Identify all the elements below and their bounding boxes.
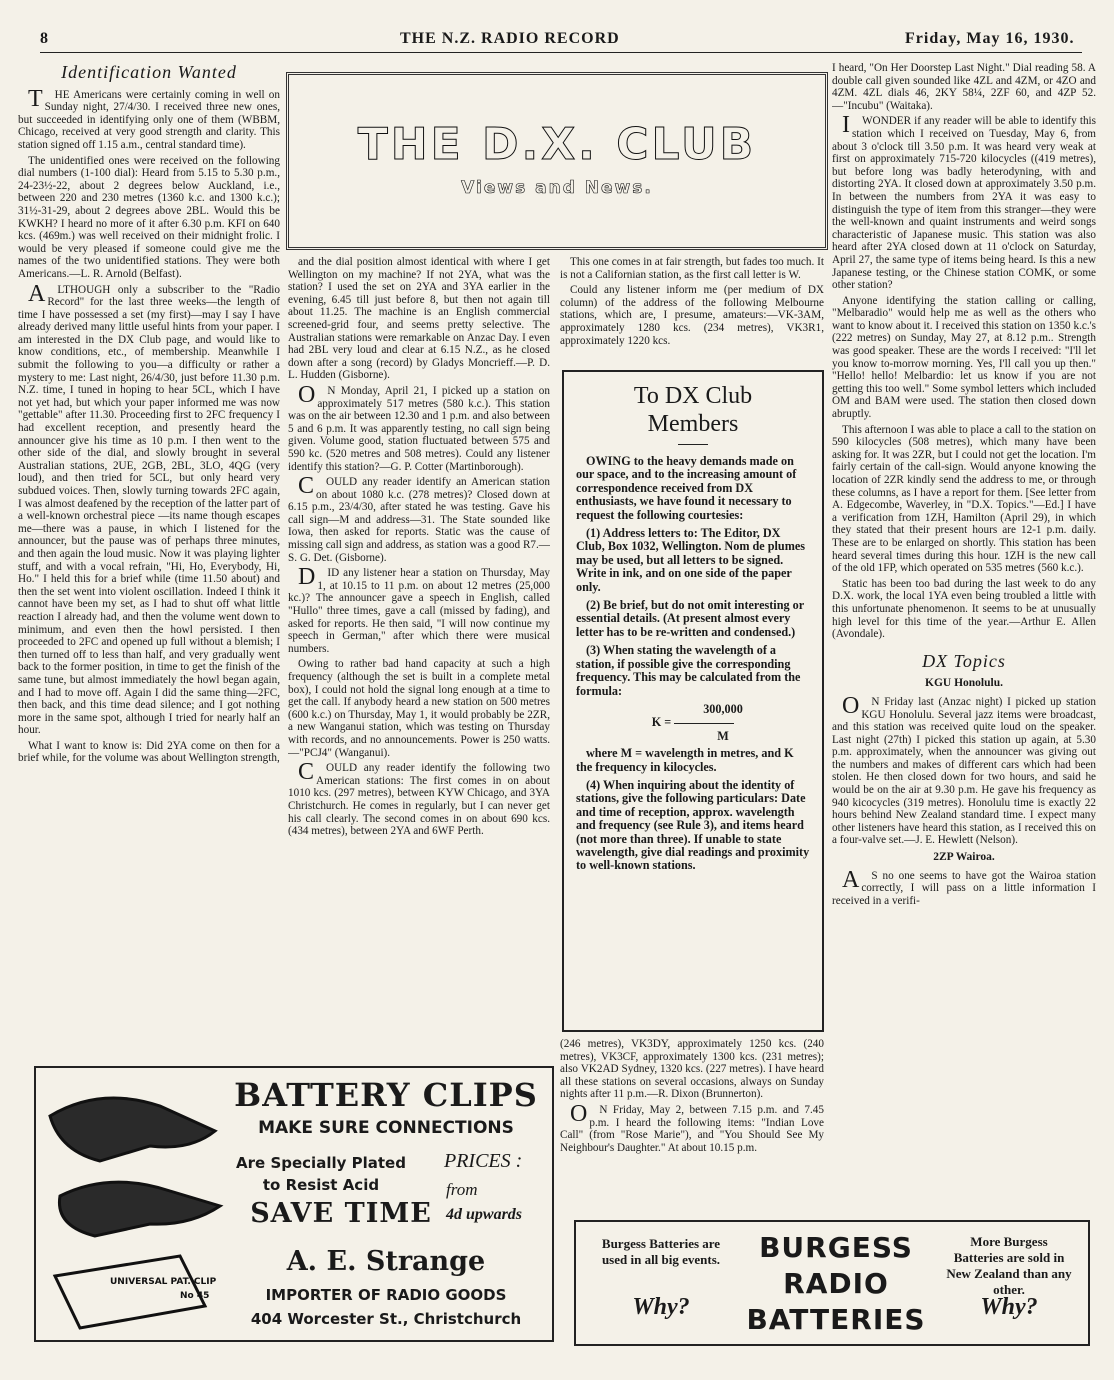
notice-paragraph: where M = wavelength in metres, and K the frequency in kilocycles. [576,746,794,774]
burgess-right-text: More Burgess Batteries are sold in New Zealand than any other. [946,1234,1072,1297]
letter-paragraph: ON Friday last (Anzac night) I picked up station KGU Honolulu. Several jazz items were broadcast, and this station was received quite loud on the speaker. Last night (27th) I picked this station up again, at 5.30 p.m. approximately, when the announcer was giving out the numbers and makes of different cars which had been stolen. He then closed down for two hours, and said he would be on the air at 9.30 p.m. He gave his frequency as 940 kicocycles (319 metres). Honolulu time is exactly 22 hours behind New Zealand standard time. I expect many other listeners have heard this station, as I received this on a four-valve set.—J. E. Hewlett (Nelson). [832,692,1096,847]
formula-denominator: M [717,728,729,743]
letter-paragraph: I heard, "On Her Doorstep Last Night." Dial reading 58. A double call given sounded like 4ZL and 4ZM, or 4ZO and 4ZM. 4ZL dials 46, 2KY 58¼, 2ZF 60, and 4ZP 52.—"Incubu" (Waitaka). [832,62,1096,112]
ad-importer: IMPORTER OF RADIO GOODS [265,1286,507,1304]
notice-rule-3: (3) When stating the wavelength of a station, if possible give the corresponding frequency. This may be calculated from the formula: [576,643,801,698]
ad-acid-text: to Resist Acid [262,1176,380,1194]
ad-address: 404 Worcester St., Christchurch [250,1310,522,1328]
banner-subtitle: Views and News. [461,178,653,198]
formula-k: K = [651,715,672,730]
letter-paragraph: This afternoon I was able to place a call to the station on 590 kilocycles (508 metres), which many have been asking for. It was 2ZR, but I could not get the location. I'm fairly certain of the call-sign. Would anyone knowing the location of 2ZR kindly send the address to me, or through these columns, as I have a report for them. [See letter from A. Edgecombe, Waverley, in "D.X. Topics."—Ed.] I have a verification from 1ZH, Hamilton (April 29), in which they stated that their present hours are 12-1 p.m. daily. These are to be enlarged on shortly. This station has been heard several times during this hour. 1ZH is the new call of the old 1FP, which operated on 535 metres (560 k.c.). [832,423,1096,575]
burgess-batteries-advertisement [574,1220,1090,1346]
notice-title: To DX Club [633,383,753,409]
formula-bar [674,723,734,724]
ad-save-time: SAVE TIME [250,1198,432,1229]
topic-subheading: 2ZP Wairoa. [933,851,995,864]
brand-line-2: RADIO [783,1267,889,1300]
letter-paragraph: The unidentified ones were received on the following dial numbers (1-100 dial): Heard from 5.15 to 5.30 p.m., 24-23½-22, about 2 degrees below Auckland, i.e., between 220 and 230 metres (1360 k.c. and 1300 k.c.); 31½-31-29, about 2 degrees above 2BL. Would this be KWKH? I heard no more of it after 6.30 p.m. KFI on 640 kcs. (469m.) was well received on their midnight frolic. I would be very pleased if someone could give me the names of the two unidentified stations. They were both Americans.—L. R. Arnold (Belfast). [18,154,280,280]
burgess-left-why: Why? [632,1294,690,1320]
ad-prices-label: PRICES : [444,1150,523,1172]
letter-paragraph: COULD any reader identify an American station on about 1080 k.c. (278 metres)? Closed down at 6.15 p.m., 23/4/30, after stated he was testing. Gave his call sign—M and address—31. The State sounded like Iowa, then asked for reports. Static was the cause of missing call sign and address, as station was a good R7.—S. G. Det. (Gisborne). [288,473,550,564]
letter-paragraph: What I want to know is: Did 2YA come on then for a brief while, for the volume was about Wellington strength, [18,739,280,765]
topic-subheading: KGU Honolulu. [925,677,1003,690]
dx-club-members-notice [562,370,824,1032]
brand-line-1: BURGESS [759,1231,913,1264]
ad-tagline: MAKE SURE CONNECTIONS [258,1118,514,1138]
letter-paragraph: Owing to rather bad hand capacity at such a high frequency (although the set is built in a complete metal box), I could not hold the signal long enough at a time to get the call. If anybody heard a new station on 500 metres (600 k.c.) on Thursday, May 1, it would probably be 2ZR, a new Wanganui station, which was testing on Thursday with records, and no announcements. Power is 250 watts.—"PCJ4" (Wanganui). [288,658,550,759]
brand-line-3: BATTERIES [746,1303,926,1336]
letter-paragraph: (246 metres), VK3DY, approximately 1250 kcs. (240 metres), VK3CF, approximately 1300 kcs. (231 metres); also VK2AD Sydney, 1320 kcs. (227 metres). I have heard all these stations on several occasions, always on Sunday nights after 11 p.m.—R. Dixon (Brunnerton). [560,1038,824,1101]
burgess-brand [736,1230,936,1338]
column-letters-3-top [560,256,824,364]
letter-paragraph: DID any listener hear a station on Thursday, May 1, at 10.15 to 11 p.m. on about 12 metres (25,000 kc.)? The announcer gave a speech in English, called "Hullo" three times, gave a call (missed by fading), and asked for reports. He then said, "I will now continue my speech in German," after which there were musical numbers. [288,564,550,655]
letter-paragraph: Could any listener inform me (per medium of DX column) of the address of the following Melbourne stations, which are, I presume, amateurs:—VK-3AM, approximately 1280 kcs. (234 metres), VK3R1, approximately 1220 kcs. [560,284,824,347]
notice-rule-1: (1) Address letters to: The Editor, DX Club, Box 1032, Wellington. Nom de plumes may be used, but all letters to be signed. Write in ink, and on one side of the paper only. [576,526,806,594]
formula-numerator: 300,000 [703,701,743,716]
ad-company: A. E. Strange [286,1246,486,1277]
letter-paragraph: AS no one seems to have got the Wairoa station correctly, I will pass on a little information I received in a verifi- [832,866,1096,907]
column-letters-4 [832,62,1096,1178]
dx-topics-title: DX Topics [922,650,1006,671]
letter-paragraph: ALTHOUGH only a subscriber to the "Radio Record" for the last three weeks—the length of time I have possessed a set (my first)—may I say I have already derived many little useful hints from your paper. I am interested in the DX Club page, and would like to know conditions, etc., of membership. Meanwhile I submit the following to you—a difficulty or rather a mystery to me: Last night, 26/4/30, just before 11.30 p.m. N.Z. time, I tuned in hoping to hear 5CL, which I have not yet had, but which your paper informed me was now "gettable" after 11.30. Proceeding first to 2FC frequency I had excellent reception, and presently heard the announcer give his time as 10 p.m. I then went to the other side of the dial, and slowly brought in several Australian stations, 2UE, 2GB, 2BL, 3LO, 4QG (very loud), and then tried for 5CL, but only heard very subdued voices. Then, slowly turning towards 2FC again, I was almost deafened by the reception of the latter part of a well-known orchestral piece —its name though escapes me—there was a pause, in which I listened for the announcer, but the pause was of perhaps three minutes, and then again the loud music. Now it was playing lighter stuff, and with a vocal refrain, "Hi, Ho, Everybody, Hi, Ho." I held this for a brief while (time 11.50 about) and then the set went into violent oscillation. Indeed I think it cannot have been my set, as I had to shut off what little reaction I already had, and then the volume went down to minimum, and even then the howl persisted. I then proceeded to 2FC and opened up full without a blemish; I then turned off to less than half, and very gradually went back to the former position, in time to get the finish of the same tune, but almost immediately the howl began again, and I had to move off. Again I did the same thing—2FC, then back, and this time dead silence; and I got nothing more in the same spot, although I tried for nearly half an hour. [18,280,280,737]
banner-title: THE D.X. CLUB [357,119,757,170]
column-letters-2 [288,256,550,1056]
burgess-left-text: Burgess Batteries are used in all big events. [601,1236,721,1267]
letter-paragraph: COULD any reader identify the following two American stations: The first comes in on about 1010 kcs. (297 metres), between KYW Chicago, and 3YA Christchurch. He comes in regularly, but I can never get his call clearly. The second comes in on about 690 kcs. (434 metres), between 2YA and 6WF Perth. [288,759,550,838]
battery-clips-advertisement [34,1066,554,1342]
letter-paragraph: THE Americans were certainly coming in well on Sunday night, 27/4/30. I received three new ones, but succeeded in identifying only one of them (WBBM, Chicago, received at very good strength and clarity. This station signed off 1.15 a.m., central standard time). [18,85,280,151]
column-identification-wanted [18,62,280,1054]
column-letters-3-bottom [560,1038,824,1168]
letter-paragraph: Static has been too bad during the last week to do any D.X. work, the local 1YA even being troubled a little with this unfortunate phenomenon. It seems to be at unusually high level for this time of the year.—Arthur E. Allen (Avondale). [832,577,1096,641]
formula-equals [576,716,810,729]
header-rule [40,52,1082,53]
frequency-formula [576,703,810,743]
ad-from-label: from [446,1180,478,1199]
notice-paragraph: OWING to the heavy demands made on our space, and to the increasing amount of correspondence received from DX enthusiasts, we have found it necessary to request the following courtesies: [576,454,797,522]
issue-date: Friday, May 16, 1930. [905,30,1075,47]
publication-title: THE N.Z. RADIO RECORD [400,30,620,47]
notice-title: Members [647,411,739,437]
letter-paragraph: IWONDER if any reader will be able to identify this station which I received on Tuesday, May 6, from about 3 o'clock till 3.50 p.m. It was heard very weak at first on approximately 715-720 kilocycles ((419 metres), but before long was badly heterodyning, with and distorting 2YA. It closed down at approximately 3.50 p.m. In between the numbers from 2YA it was easy to distinguish the type of item from this stranger—they were the well-known and quaint instruments and weird songs characteristic of Japanese music. This station was also heard after 2YA closed down at 11 o'clock on Saturday, April 27, the same type of items being heard. Is this a new Japanese testing, or the Chinese station COMK, or some other station? [832,112,1096,292]
ad-headline: BATTERY CLIPS [234,1076,538,1114]
notice-divider [678,444,708,445]
battery-clip-illustration [40,1076,230,1338]
letter-paragraph: ON Friday, May 2, between 7.15 p.m. and 7.45 p.m. I heard the following items: "Indian Love Call" (from "Rose Marie"), and "You Should See My Neighbour's Daughter." At about 10.15 p.m. [560,1100,824,1154]
burgess-right-why: Why? [980,1294,1038,1320]
dx-club-banner [286,72,828,250]
letter-paragraph: ON Monday, April 21, I picked up a station on approximately 517 metres (580 k.c.). This station was on the air between 12.30 and 1 p.m. and also between 5 and 6 p.m. It was apparently testing, no call sign being given. Volume good, station fluctuated between 575 and 590 kc. (520 metres and 508 metres). Could any listener identify this station?—G. P. Cotter (Martinborough). [288,381,550,473]
page-number: 8 [40,30,49,47]
ad-price: 4d upwards [446,1206,523,1223]
clip-number-text: No 45 [180,1291,210,1301]
section-title: Identification Wanted [61,62,237,82]
clip-label-text: UNIVERSAL PAT. CLIP [110,1277,217,1287]
ad-plated-text: Are Specially Plated [236,1154,406,1172]
notice-rule-2: (2) Be brief, but do not omit interesting or essential details. (At present almost every letter has to be re-written and condensed.) [576,598,804,639]
notice-rule-4: (4) When inquiring about the identity of stations, give the following particulars: Date and time of reception, approx. wavelength and frequency (see Rule 3), and items heard (not more than three). If unable to state wavelength, give dial readings and proximity to well-known stations. [576,777,810,873]
letter-paragraph: and the dial position almost identical with where I get Wellington on my machine? If not 2YA, what was the station? I used the set on 2YA and 3YA earlier in the evening, 6.45 till just before 8, but then not again till about 11.25. The machine is an English commercial screened-grid four, and seems pretty selective. The Australian stations were remarkable on Anzac Day. I even had 2BL very loud and clear at 6.15 N.Z., as he closed down after a song (record) by Gladys Moncrieff.—P. D. L. Hudden (Gisborne). [288,256,550,382]
letter-paragraph: Anyone identifying the station calling or calling, "Melbaradio" would help me as well as the others who want to know about it. I received this station on 1350 k.c.'s (222 metres) on Sunday, May 27, at 8.12 p.m.. Strength was good speaker. These are the words I received: "I'll let you know to-morrow morning. Yes, I'll call you up then." "Hello! hello! Melbardio: let us know if you are not getting this too well." Some symbol letters which included OM and BAM were used. The station then closed down abruptly. [832,294,1096,421]
letter-paragraph: This one comes in at fair strength, but fades too much. It is not a Californian station, as the first call letter is W. [560,256,824,281]
